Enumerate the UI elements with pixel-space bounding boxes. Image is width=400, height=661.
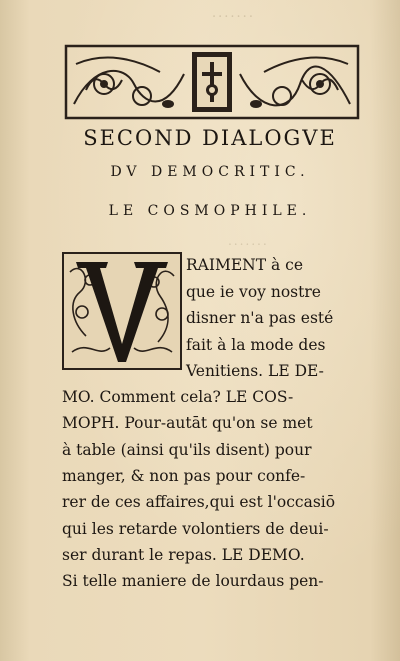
bleed-through-header: ....... xyxy=(210,6,253,21)
decorated-initial xyxy=(62,252,182,370)
text-line: MOPH. Pour-autāt qu'on se met xyxy=(62,414,313,432)
speaker-heading: LE COSMOPHILE. xyxy=(108,203,312,219)
ornamental-headpiece xyxy=(64,44,360,120)
text-line: disner n'a pas esté xyxy=(186,309,334,327)
text-line: à table (ainsi qu'ils disent) pour xyxy=(62,441,312,459)
text-line: MO. Comment cela? LE COS- xyxy=(62,388,294,406)
text-line: rer de ces affaires,qui est l'occasiō xyxy=(62,493,336,511)
text-line: que ie voy nostre xyxy=(186,283,321,301)
text-line: Si telle maniere de lourdaus pen- xyxy=(62,572,324,590)
text-line: RAIMENT à ce xyxy=(186,256,304,274)
text-line: manger, & non pas pour confe- xyxy=(62,467,306,485)
text-line: fait à la mode des xyxy=(186,336,326,354)
bleed-through-heading: ....... xyxy=(226,234,267,248)
chapter-title: SECOND DIALOGVE xyxy=(83,126,337,150)
text-line: Venitiens. LE DE- xyxy=(186,362,324,380)
text-line: qui les retarde volontiers de deui- xyxy=(62,520,329,538)
text-line: ser durant le repas. LE DEMO. xyxy=(62,546,305,564)
chapter-subtitle: DV DEMOCRITIC. xyxy=(110,164,310,180)
